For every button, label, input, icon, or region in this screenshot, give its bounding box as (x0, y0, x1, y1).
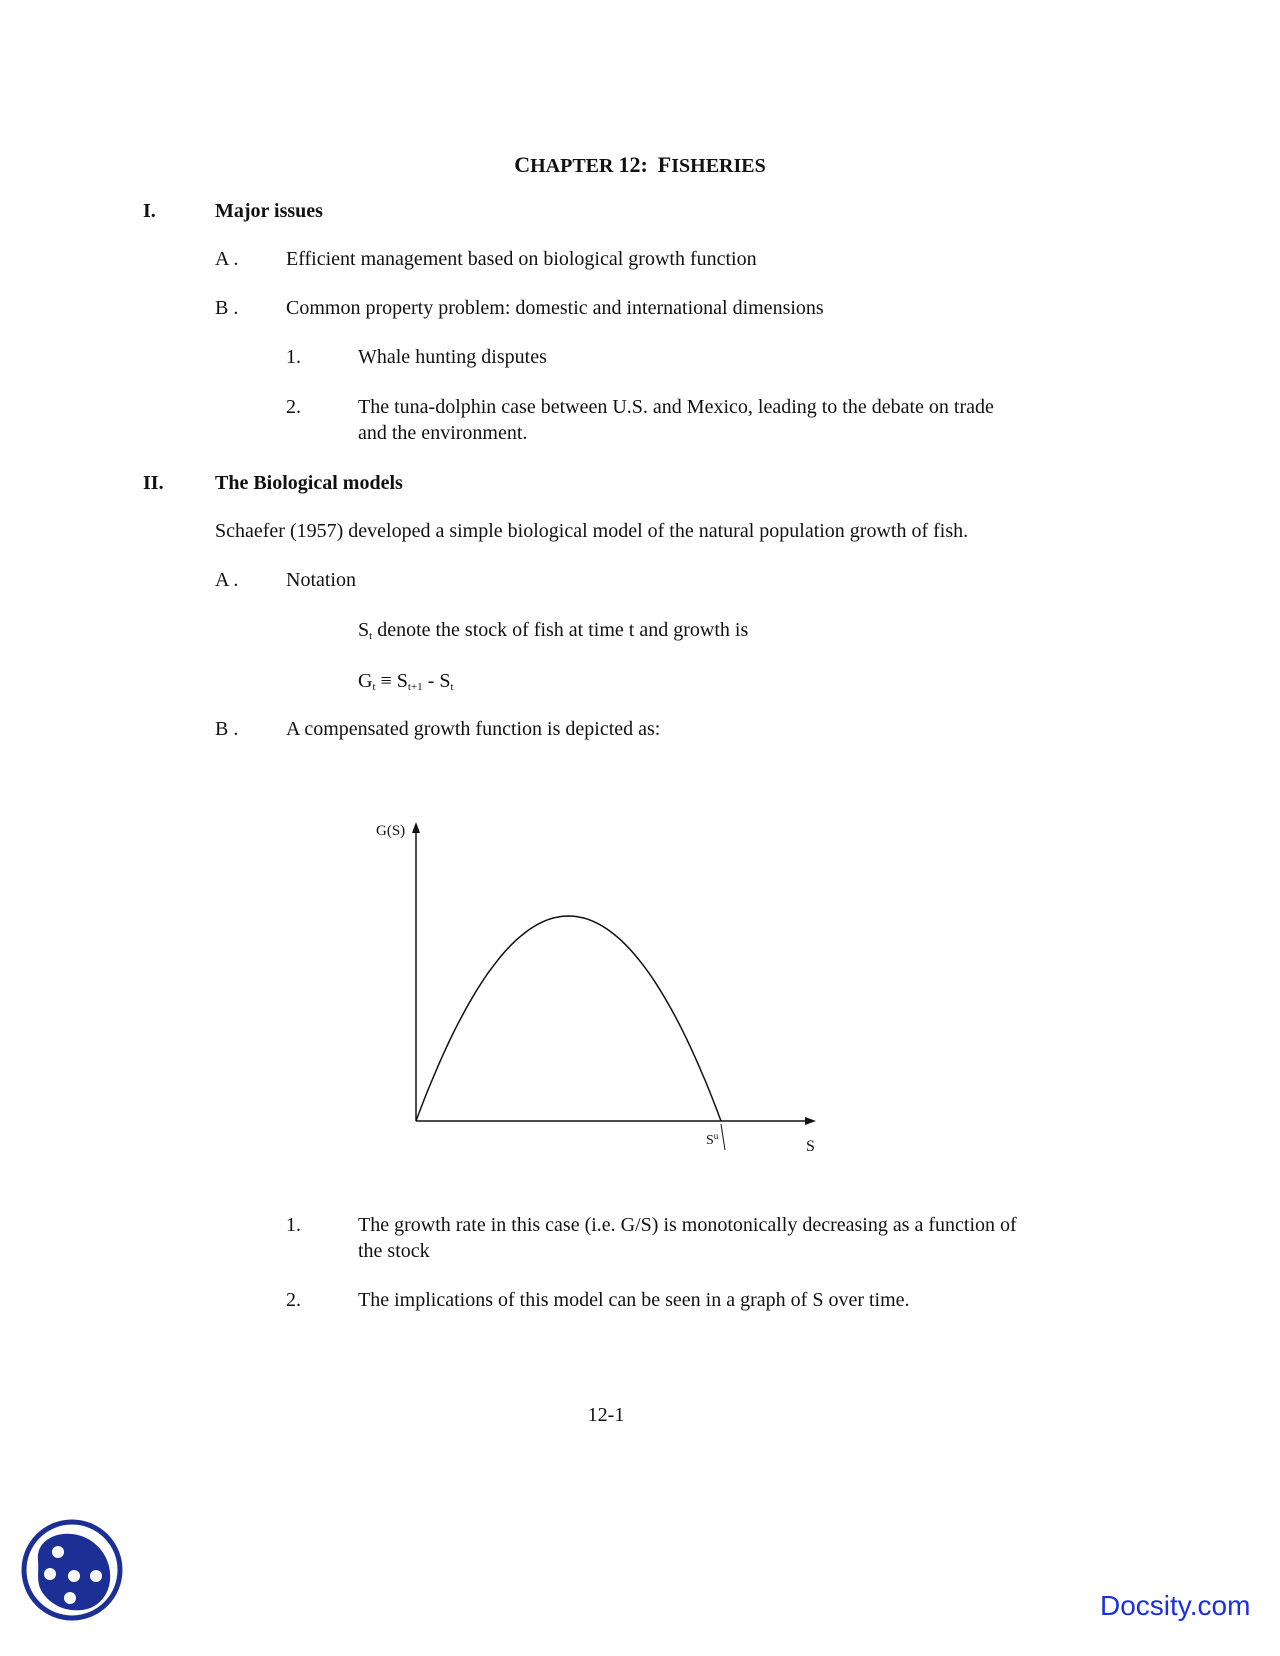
subitem-1-text: Whale hunting disputes (358, 346, 547, 368)
subitem-1-marker: 1. (286, 346, 301, 368)
su-label (706, 1131, 719, 1148)
stock-sub: t (369, 630, 373, 642)
docsity-logo-icon (20, 1518, 128, 1626)
logo-dot (90, 1570, 102, 1582)
section-2-heading: The Biological models (215, 472, 403, 494)
item-a-marker: A . (215, 248, 239, 270)
item-a-text: Efficient management based on biological growth function (286, 248, 757, 270)
eq-s2-sub: t (450, 681, 454, 693)
section-2-intro: Schaefer (1957) developed a simple biological model of the natural population growth of fish. (215, 520, 969, 542)
page-number: 12-1 (587, 1404, 625, 1426)
point-2-text: The implications of this model can be seen in a graph of S over time. (358, 1289, 910, 1311)
logo-dot (44, 1568, 56, 1580)
logo-dot (52, 1546, 64, 1558)
eq-g: G (358, 670, 373, 692)
title-number: 12: (618, 152, 648, 177)
stock-var: S (358, 619, 370, 641)
eq-s1-sub: t+1 (407, 681, 423, 693)
item-b-marker: B . (215, 297, 239, 319)
notation-marker: A . (215, 569, 239, 591)
subitem-2-line2: and the environment. (358, 422, 528, 444)
section-2-numeral: II. (143, 472, 164, 494)
title-fisheries: ISHERIES (671, 155, 766, 177)
eq-g-sub: t (372, 681, 376, 693)
x-axis-arrow (805, 1117, 816, 1125)
item-b-text: Common property problem: domestic and international dimensions (286, 297, 824, 319)
section-1-numeral: I. (143, 200, 156, 222)
stock-text: denote the stock of fish at time t and growth is (372, 619, 749, 641)
point-1-line2: the stock (358, 1240, 430, 1262)
logo-dot (68, 1570, 80, 1582)
subitem-2-line1: The tuna-dolphin case between U.S. and Mexico, leading to the debate on trade (358, 396, 994, 418)
point-2-marker: 2. (286, 1289, 301, 1311)
docsity-brand-link[interactable]: Docsity.com (1100, 1590, 1251, 1621)
su-label-sup: u (713, 1131, 719, 1141)
title-cap-c: C (514, 152, 531, 177)
su-label-main: S (706, 1133, 714, 1148)
title-chapter: HAPTER (530, 155, 614, 177)
point-1-marker: 1. (286, 1214, 301, 1236)
title-cap-f: F (657, 152, 672, 177)
notation-heading: Notation (286, 569, 356, 591)
compensated-text: A compensated growth function is depicted as: (286, 718, 661, 740)
compensated-marker: B . (215, 718, 239, 740)
point-1-line1: The growth rate in this case (i.e. G/S) is monotonically decreasing as a function of (358, 1214, 1017, 1236)
x-axis-label: S (806, 1138, 815, 1155)
logo-dot (64, 1592, 76, 1604)
y-axis-label: G(S) (376, 823, 406, 839)
subitem-2-marker: 2. (286, 396, 301, 418)
section-1-heading: Major issues (215, 200, 323, 222)
eq-minus: - S (422, 670, 451, 692)
su-tick (721, 1124, 725, 1150)
eq-equiv: ≡ S (375, 670, 408, 692)
y-axis-arrow (412, 822, 420, 833)
growth-curve (416, 916, 721, 1121)
